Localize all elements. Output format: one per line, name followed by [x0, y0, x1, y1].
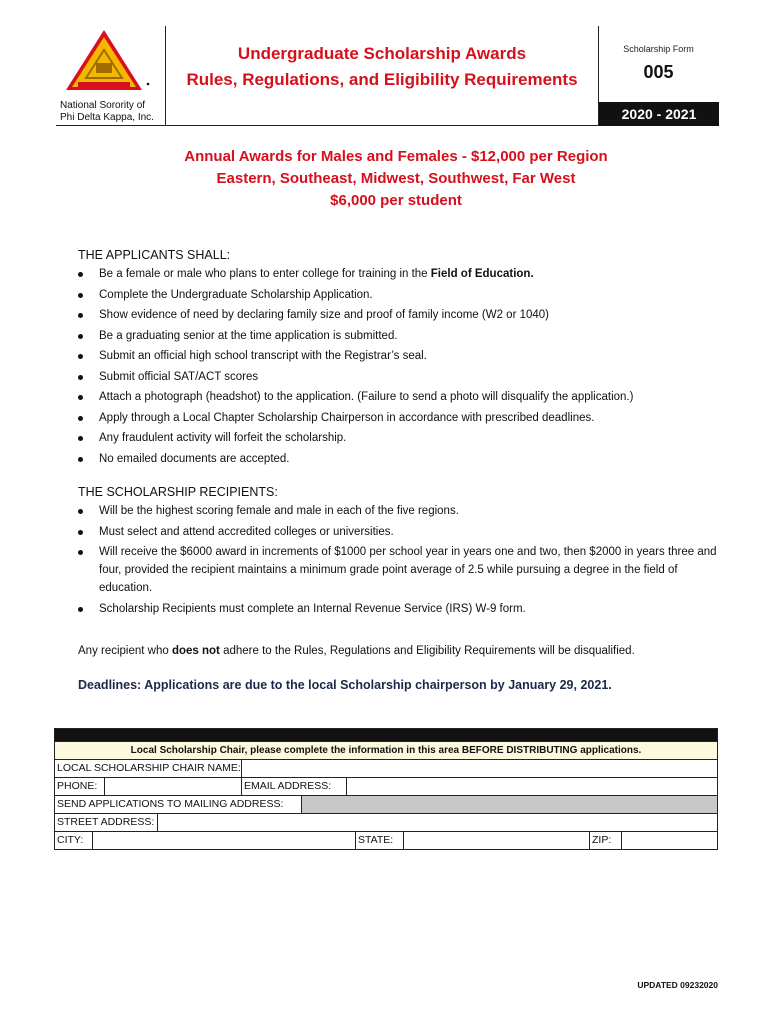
phone-email-row: [55, 777, 717, 795]
applicants-list: [78, 265, 718, 470]
phone-field[interactable]: [104, 778, 241, 795]
awards-regions-line: Eastern, Southeast, Midwest, Southwest, Far West: [216, 170, 576, 187]
city-label: CITY:: [57, 834, 84, 846]
phone-label: PHONE:: [57, 780, 98, 792]
list-item: Be a graduating senior at the time application is submitted.: [78, 327, 718, 345]
zip-field[interactable]: [621, 832, 717, 849]
chair-name-field[interactable]: [241, 760, 717, 777]
state-label: STATE:: [355, 832, 403, 849]
city-state-zip-row: [55, 831, 717, 849]
city-field[interactable]: [92, 832, 355, 849]
street-address-row: [55, 813, 717, 831]
email-field[interactable]: [346, 778, 717, 795]
logo-panel: [56, 26, 166, 126]
mailing-address-label: SEND APPLICATIONS TO MAILING ADDRESS:: [57, 798, 284, 810]
mailing-address-shaded-area: [301, 796, 717, 813]
form-id-panel: [598, 26, 718, 126]
recipients-heading: THE SCHOLARSHIP RECIPIENTS:: [78, 485, 278, 499]
zip-label: ZIP:: [589, 832, 621, 849]
updated-date: UPDATED 09232020: [637, 980, 718, 990]
awards-amount-line: Annual Awards for Males and Females - $12,000 per Region: [184, 148, 608, 165]
title-panel: [166, 26, 598, 126]
document-title: Undergraduate Scholarship Awards: [237, 44, 527, 63]
street-address-field[interactable]: [157, 814, 717, 831]
list-item: Complete the Undergraduate Scholarship Application.: [78, 286, 718, 304]
list-item: Will be the highest scoring female and male in each of the five regions.: [78, 502, 718, 520]
recipients-list: [78, 502, 718, 620]
form-number: 005: [643, 62, 674, 82]
form-header-bar: [55, 729, 717, 741]
state-field[interactable]: [403, 832, 589, 849]
form-label: Scholarship Form: [623, 44, 694, 54]
deadline-statement: Deadlines: Applications are due to the local Scholarship chairperson by January 29, 2021.: [78, 678, 612, 692]
list-item: Be a female or male who plans to enter college for training in the Field of Education.: [78, 265, 718, 283]
list-item: Submit an official high school transcript with the Registrar’s seal.: [78, 347, 718, 365]
mailing-address-row: [55, 795, 717, 813]
list-item: Show evidence of need by declaring family size and proof of family income (W2 or 1040): [78, 306, 718, 324]
local-chair-form: [54, 728, 718, 850]
document-subtitle: Rules, Regulations, and Eligibility Requirements: [186, 70, 578, 89]
document-header: [56, 26, 718, 126]
list-item: Attach a photograph (headshot) to the application. (Failure to send a photo will disqualify the application.): [78, 388, 718, 406]
street-address-label: STREET ADDRESS:: [57, 816, 155, 828]
applicants-heading: THE APPLICANTS SHALL:: [78, 248, 231, 262]
list-item: Submit official SAT/ACT scores: [78, 368, 718, 386]
organization-name: National Sorority of Phi Delta Kappa, Inc.: [60, 100, 154, 123]
list-item: Scholarship Recipients must complete an Internal Revenue Service (IRS) W-9 form.: [78, 600, 718, 618]
awards-summary: [56, 146, 736, 212]
list-item: Will receive the $6000 award in increments of $1000 per school year in years one and two, then $2000 in years three and four, provided the recipient maintains a minimum grade point average of 2.5 while pursuing a degree in the field of education.: [78, 543, 718, 597]
list-item: Must select and attend accredited colleges or universities.: [78, 523, 718, 541]
list-item: Any fraudulent activity will forfeit the scholarship.: [78, 429, 718, 447]
chair-name-label: LOCAL SCHOLARSHIP CHAIR NAME:: [57, 762, 241, 774]
chair-name-row: [55, 759, 717, 777]
form-instruction: Local Scholarship Chair, please complete the information in this area BEFORE DISTRIBUTING applications.: [55, 741, 717, 759]
disqualification-note: Any recipient who does not adhere to the Rules, Regulations and Eligibility Requirements will be disqualified.: [78, 645, 635, 657]
sorority-crest-icon: [64, 28, 154, 98]
awards-per-student-line: $6,000 per student: [330, 192, 462, 209]
list-item: Apply through a Local Chapter Scholarship Chairperson in accordance with prescribed deadlines.: [78, 409, 718, 427]
academic-year: 2020 - 2021: [599, 102, 719, 126]
email-label: EMAIL ADDRESS:: [241, 778, 346, 795]
list-item: No emailed documents are accepted.: [78, 450, 718, 468]
